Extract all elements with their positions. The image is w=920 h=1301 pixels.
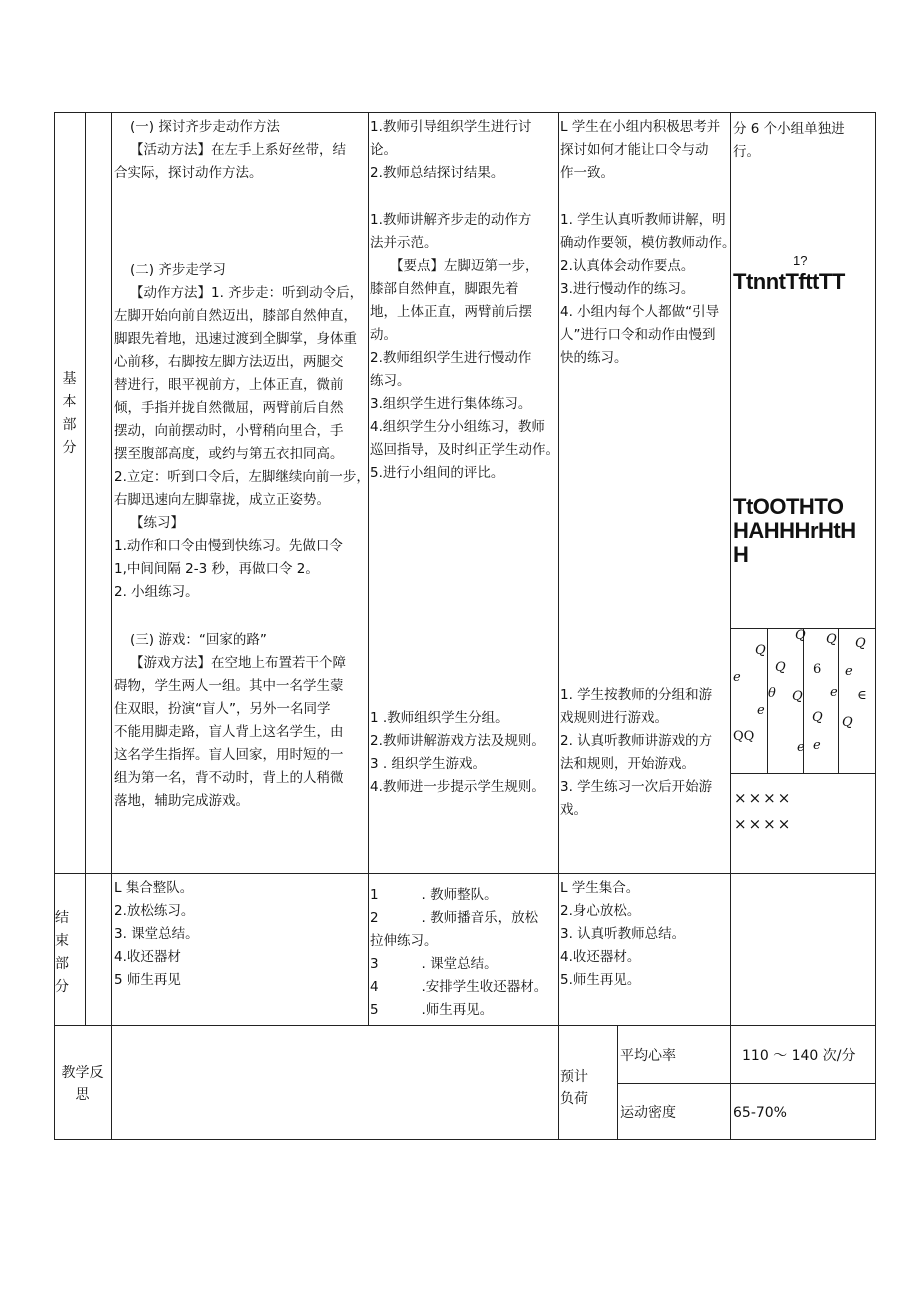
end-line: L 学生集合。 [560, 880, 640, 896]
teacher-line: 巡回指导，及时纠正学生动作。 [370, 442, 559, 458]
teacher-part1 [370, 116, 531, 185]
row-line-3 [617, 1083, 876, 1084]
content-line: 【动作方法】1. 齐步走：听到动令后， [130, 285, 364, 301]
formation-symbol: Q [775, 660, 786, 675]
content-line: 1,中间间隔 2-3 秒，再做口令 2。 [114, 561, 319, 577]
student-line: 法和规则，开始游戏。 [560, 756, 695, 772]
content-line: 摆动，向前摆动时，小臂稍向里合，手 [114, 423, 344, 439]
teacher-line: 2.教师讲解游戏方法及规则。 [370, 733, 545, 749]
formation-symbol: e [757, 703, 765, 718]
student-line: 作一致。 [560, 165, 614, 181]
student-part1 [560, 116, 720, 185]
end-line: 2 . 教师播音乐，放松 [370, 910, 539, 926]
content-part1 [114, 116, 346, 185]
content-line: 左脚开始向前自然迈出，膝部自然伸直， [114, 308, 357, 324]
formation-symbol: Q [795, 628, 806, 643]
section-char: 部 [55, 956, 69, 972]
student-line: 3.进行慢动作的练习。 [560, 281, 695, 297]
section-char: 分 [62, 440, 77, 456]
formation-symbol: Q [812, 710, 823, 725]
content-line: (二) 齐步走学习 [130, 262, 226, 278]
content-line: 【练习】 [130, 515, 184, 531]
content-line: 碍物，学生两人一组。其中一名学生蒙 [114, 678, 344, 694]
student-line: 1. 学生认真听教师讲解，明 [560, 212, 726, 228]
teacher-line: 动。 [370, 327, 397, 343]
teacher-line: 1 .教师组织学生分组。 [370, 710, 509, 726]
col-line-1 [85, 112, 86, 1025]
end-line: 3. 认真听教师总结。 [560, 926, 686, 942]
teacher-line: 法并示范。 [370, 235, 438, 251]
formation-symbol: e [797, 740, 805, 755]
end-line: 1 . 教师整队。 [370, 887, 498, 903]
content-line: 替进行，眼平视前方，上体正直，微前 [114, 377, 344, 393]
content-line: (一) 探讨齐步走动作方法 [130, 119, 280, 135]
teacher-line: 地，上体正直，两臂前后摆 [370, 304, 532, 320]
section-char: 部 [62, 417, 77, 433]
student-line: 3. 学生练习一次后开始游 [560, 779, 713, 795]
teacher-part3 [370, 707, 545, 799]
content-line: 右脚迅速向左脚靠拢，成立正姿势。 [114, 492, 330, 508]
end-line: 2.身心放松。 [560, 903, 641, 919]
load-line: 负荷 [560, 1091, 588, 1107]
student-line: 戏。 [560, 802, 587, 818]
teacher-line: 4.教师进一步提示学生规则。 [370, 779, 545, 795]
content-line: 组为第一名，背不动时，背上的人稍微 [114, 770, 344, 786]
content-line: 2.立定：听到口令后，左脚继续向前一步， [114, 469, 370, 485]
formation-symbol: ∈ [857, 688, 867, 703]
content-line: 【游戏方法】在空地上布置若干个障 [130, 655, 346, 671]
teacher-line: 练习。 [370, 373, 411, 389]
teacher-line: 2.教师总结探讨结果。 [370, 165, 505, 181]
student-line: 1. 学生按教师的分组和游 [560, 687, 713, 703]
section-char: 基 [62, 371, 77, 387]
row-line-2 [54, 1025, 876, 1026]
teacher-line: 4.组织学生分小组练习，教师 [370, 419, 545, 435]
formation-symbol: Q [826, 632, 837, 647]
end-line: 4.收还器材 [114, 949, 181, 965]
formation-symbol: 6 [813, 662, 822, 677]
end-content [114, 877, 199, 992]
org-box-bottom [730, 773, 876, 774]
student-line: L 学生在小组内积极思考并 [560, 119, 721, 135]
section-char: 束 [55, 933, 69, 949]
teacher-line: 3 . 组织学生游戏。 [370, 756, 486, 772]
formation-line: TtOOTHTO [733, 494, 844, 519]
end-line: 5 .师生再见。 [370, 1002, 494, 1018]
teacher-line: 膝部自然伸直，脚跟先着 [370, 281, 519, 297]
content-line: 脚跟先着地，迅速过渡到全脚掌，身体重 [114, 331, 357, 347]
teacher-line: 2.教师组织学生进行慢动作 [370, 350, 532, 366]
reflection-line: 教学反 [61, 1065, 104, 1081]
student-part3 [560, 684, 712, 822]
formation-symbol: θ [768, 686, 776, 701]
teacher-line: 1.教师讲解齐步走的动作方 [370, 212, 532, 228]
formation-cross-marks [734, 785, 792, 837]
section-char: 本 [62, 394, 77, 410]
content-line: 2. 小组练习。 [114, 584, 199, 600]
teacher-line: 论。 [370, 142, 397, 158]
student-line: 2.认真体会动作要点。 [560, 258, 695, 274]
formation-line: HAHHHrHtH [733, 518, 856, 543]
content-line: 【活动方法】在左手上系好丝带，结 [130, 142, 346, 158]
org-q-mark: 1? [793, 253, 808, 268]
student-line: 快的练习。 [560, 350, 628, 366]
content-line: 不能用脚走路，盲人背上这名学生，由 [114, 724, 344, 740]
formation-symbol: e [733, 670, 741, 685]
density-label: 运动密度 [620, 1105, 676, 1121]
formation-diagram-1: TtnntTfttTT [733, 269, 845, 294]
student-line: 人”进行口令和动作由慢到 [560, 327, 716, 343]
org-box-div3 [838, 628, 839, 773]
section-basic-label [54, 368, 85, 460]
formation-symbol: Q [792, 689, 803, 704]
formation-symbol: QQ [733, 729, 755, 744]
row-line-1 [54, 873, 876, 874]
section-char: 结 [55, 910, 69, 926]
org-part1 [733, 118, 845, 164]
end-student [560, 877, 685, 992]
load-label [558, 1066, 594, 1110]
cross-row: ×××× [734, 815, 793, 833]
end-line: L 集合整队。 [114, 880, 194, 896]
heart-rate-label: 平均心率 [620, 1048, 676, 1064]
teacher-line: 3.组织学生进行集体练习。 [370, 396, 532, 412]
student-line: 戏规则进行游戏。 [560, 710, 668, 726]
content-part3 [114, 629, 346, 813]
content-part2 [114, 259, 370, 604]
load-line: 预计 [560, 1069, 588, 1085]
end-line: 2.放松练习。 [114, 903, 195, 919]
content-line: 合实际，探讨动作方法。 [114, 165, 263, 181]
content-line: 1.动作和口令由慢到快练习。先做口令 [114, 538, 343, 554]
end-line: 4 .安排学生收还器材。 [370, 979, 548, 995]
end-line: 拉伸练习。 [370, 933, 438, 949]
heart-rate-value: 110 ～ 140 次/分 [742, 1048, 856, 1064]
org-line: 分 6 个小组单独进 [733, 121, 845, 137]
teacher-line: 5.进行小组间的评比。 [370, 465, 505, 481]
content-line: 心前移，右脚按左脚方法迈出，两腿交 [114, 354, 344, 370]
formation-symbol: e [830, 685, 838, 700]
reflection-line: 思 [75, 1087, 90, 1103]
content-line: (三) 游戏：“回家的路” [130, 632, 267, 648]
formation-symbol: e [845, 664, 853, 679]
teacher-line: 【要点】左脚迈第一步， [390, 258, 539, 274]
formation-symbol: Q [755, 643, 766, 658]
cross-row: ×××× [734, 789, 793, 807]
content-line: 这名学生指挥。盲人回家，用时短的一 [114, 747, 344, 763]
density-value: 65-70% [733, 1105, 787, 1121]
section-char: 分 [55, 979, 69, 995]
section-end-label [54, 907, 70, 999]
student-part2 [560, 209, 736, 370]
end-line: 4.收还器材。 [560, 949, 641, 965]
content-line: 摆至腹部高度，或约与第五衣扣同高。 [114, 446, 344, 462]
student-line: 探讨如何才能让口令与动 [560, 142, 709, 158]
org-line: 行。 [733, 144, 760, 160]
teacher-line: 1.教师引导组织学生进行讨 [370, 119, 532, 135]
reflection-label [54, 1062, 111, 1106]
teacher-part2 [370, 209, 559, 485]
end-line: 5.师生再见。 [560, 972, 641, 988]
formation-symbol: e [813, 738, 821, 753]
formation-symbol: Q [842, 715, 853, 730]
col-line-2 [111, 112, 112, 1140]
end-line: 5 师生再见 [114, 972, 181, 988]
formation-diagram-2 [733, 495, 856, 567]
end-line: 3 . 课堂总结。 [370, 956, 498, 972]
content-line: 住双眼，扮演“盲人”，另外一名同学 [114, 701, 331, 717]
formation-symbol: Q [855, 636, 866, 651]
end-line: 3. 课堂总结。 [114, 926, 199, 942]
student-line: 2. 认真听教师讲游戏的方 [560, 733, 713, 749]
content-line: 落地，辅助完成游戏。 [114, 793, 249, 809]
student-line: 确动作要领，模仿教师动作。 [560, 235, 736, 251]
content-line: 倾，手指并拢自然微屈，两臂前后自然 [114, 400, 344, 416]
student-line: 4. 小组内每个人都做“引导 [560, 304, 720, 320]
formation-line: H [733, 542, 749, 567]
end-teacher [370, 884, 547, 1022]
